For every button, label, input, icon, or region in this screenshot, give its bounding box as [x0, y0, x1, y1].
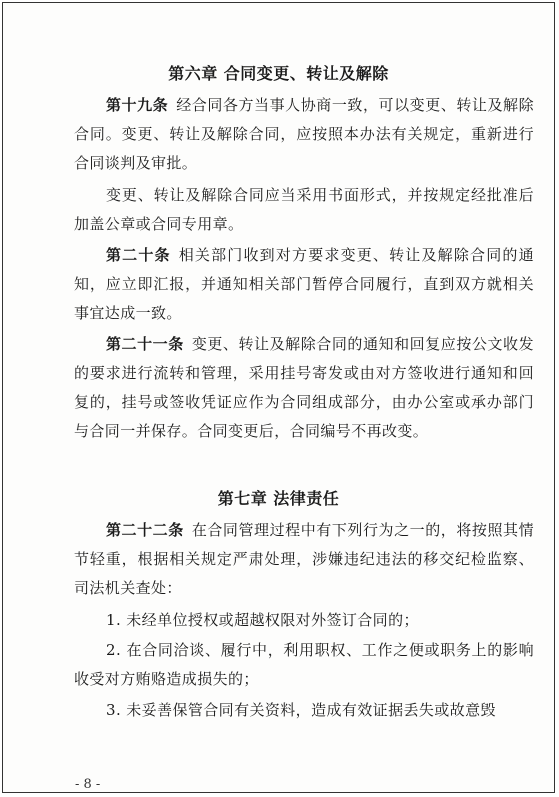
article-21-text: 变更、转让及解除合同的通知和回复应按公文收发的要求进行流转和管理，采用挂号寄发或由对方签收进行通知和回复的，挂号或签收凭证应作为合同组成部分，由办公室或承办部门与合同一并保存。合同变更后，合同编号不再改变。 [74, 335, 534, 440]
article-19-paragraph-2: 变更、转让及解除合同应当采用书面形式，并按规定经批准后加盖公章或合同专用章。 [74, 186, 534, 233]
list-item: 3. 未妥善保管合同有关资料，造成有效证据丢失或故意毁 [106, 701, 496, 719]
article-19-text: 经合同各方当事人协商一致，可以变更、转让及解除合同。变更、转让及解除合同，应按照本办法有关规定，重新进行合同谈判及审批。 [74, 96, 534, 172]
article-22-label: 第二十二条 [106, 521, 184, 539]
chapter-6-title: 第六章 合同变更、转让及解除 [168, 64, 389, 83]
article-20 [74, 241, 534, 328]
article-21 [74, 330, 534, 446]
article-20-label: 第二十条 [106, 246, 171, 264]
article-22-text: 在合同管理过程中有下列行为之一的，将按照其情节轻重，根据相关规定严肃处理，涉嫌违纪违法的移交纪检监察、司法机关查处： [74, 521, 534, 597]
article-22 [74, 516, 534, 603]
article-21-label: 第二十一条 [106, 335, 184, 353]
list-item: 2. 在合同洽谈、履行中，利用职权、工作之便或职务上的影响收受对方贿赂造成损失的； [74, 641, 534, 688]
article-19-label: 第十九条 [106, 96, 169, 114]
document-page [2, 2, 555, 793]
article-19 [74, 91, 534, 178]
article-20-text: 相关部门收到对方要求变更、转让及解除合同的通知，应立即汇报，并通知相关部门暂停合同履行，直到双方就相关事宜达成一致。 [74, 246, 534, 322]
list-item: 1. 未经单位授权或超越权限对外签订合同的； [106, 611, 419, 629]
page-number: - 8 - [75, 777, 101, 792]
chapter-7-title: 第七章 法律责任 [217, 489, 340, 508]
